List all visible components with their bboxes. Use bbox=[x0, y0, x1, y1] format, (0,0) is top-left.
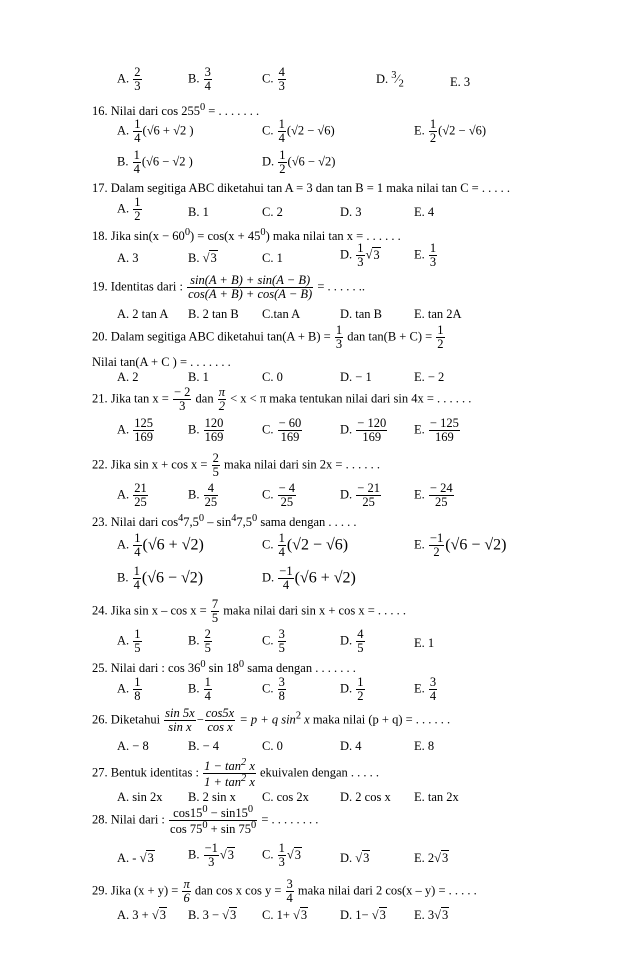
q25-option-c: C. $\frac{3}{8}$ bbox=[262, 675, 285, 704]
q19-option-b: B. 2 tan B bbox=[188, 307, 239, 321]
q27-option-b: B. 2 sin x bbox=[188, 790, 236, 804]
q18-option-b: B. √3 bbox=[188, 251, 217, 265]
top-option-e: E. 3 bbox=[450, 75, 471, 89]
q23-option-e: E. $\frac{-1}{2}$ (√6 − √2) bbox=[414, 531, 507, 560]
q29-option-b: B. 3 − √3 bbox=[188, 908, 237, 922]
q18-option-c: C. 1 bbox=[262, 251, 283, 265]
q20-option-b: B. 1 bbox=[188, 370, 209, 384]
top-option-d: D. $^3⁄_2$ bbox=[376, 70, 404, 90]
question-28: 28. Nilai dari : $\frac{\cos 15^0 - \sin 15^0}{\cos 75^0 + \sin 75^0}$ = . . . . . . . . bbox=[92, 804, 319, 837]
top-option-c: C. $\frac{4}{3}$ bbox=[262, 65, 285, 94]
q19-option-c: C.tan A bbox=[262, 307, 301, 321]
question-17: 17. Dalam segitiga ABC diketahui tan A = 3 dan tan B = 1 maka nilai tan C = . . . . . bbox=[92, 181, 510, 195]
question-27: 27. Bentuk identitas : $\frac{1 - \tan^2 x}{1 + \tan^2 x}$ ekuivalen dengan . . . . . bbox=[92, 757, 380, 790]
q18-option-d: D. $\frac{1}{3}$ √3 bbox=[340, 241, 380, 270]
q26-option-a: A. − 8 bbox=[117, 739, 149, 753]
q16-option-b: B. $\frac{1}{4}$ (√6 − √2 ) bbox=[117, 148, 193, 177]
q28-option-c: C. $\frac{1}{3}$ √3 bbox=[262, 841, 301, 870]
question-19: 19. Identitas dari : $\frac{\sin(A + B) + \sin(A - B)}{\cos(A + B) + \cos(A - B)}$ = . . . . . .. bbox=[92, 273, 366, 302]
q20-option-a: A. 2 bbox=[117, 370, 139, 384]
q19-option-e: E. tan 2A bbox=[414, 307, 462, 321]
q24-option-c: C. $\frac{3}{5}$ bbox=[262, 627, 285, 656]
q17-option-c: C. 2 bbox=[262, 205, 283, 219]
q20-option-c: C. 0 bbox=[262, 370, 283, 384]
question-23: 23. Nilai dari $\cos^47,5^0 - \sin^47,5^0$ sama dengan . . . . . bbox=[92, 513, 357, 530]
q23-option-b: B. $\frac{1}{4}$ (√6 − √2) bbox=[117, 564, 204, 593]
q21-option-a: A. $\frac{125}{169}$ bbox=[117, 416, 154, 445]
q29-option-e: E. 3√3 bbox=[414, 908, 449, 922]
question-25: 25. Nilai dari : $\cos 36^0$ $\sin 18^0$ sama dengan . . . . . . . bbox=[92, 659, 356, 676]
q16-option-c: C. $\frac{1}{4}$ (√2 − √6) bbox=[262, 117, 335, 146]
q29-option-c: C. 1+ √3 bbox=[262, 908, 308, 922]
q21-option-d: D. $\frac{- 120}{169}$ bbox=[340, 416, 387, 445]
q29-option-d: D. 1− √3 bbox=[340, 908, 386, 922]
q23-option-a: A. $\frac{1}{4}$ (√6 + √2) bbox=[117, 531, 204, 560]
q23-option-d: D. $\frac{-1}{4}$ (√6 + √2) bbox=[262, 564, 356, 593]
q23-option-c: C. $\frac{1}{4}$ (√2 − √6) bbox=[262, 531, 349, 560]
q21-option-c: C. $\frac{- 60}{169}$ bbox=[262, 416, 302, 445]
q26-option-d: D. 4 bbox=[340, 739, 362, 753]
q17-option-d: D. 3 bbox=[340, 205, 362, 219]
q24-option-d: D. $\frac{4}{5}$ bbox=[340, 627, 364, 656]
q16-option-e: E. $\frac{1}{2}$ (√2 − √6) bbox=[414, 117, 486, 146]
q25-option-b: B. $\frac{1}{4}$ bbox=[188, 675, 211, 704]
q25-option-e: E. $\frac{3}{4}$ bbox=[414, 675, 437, 704]
q28-option-a: A. - √3 bbox=[117, 851, 154, 865]
q27-option-d: D. 2 cos x bbox=[340, 790, 391, 804]
q20-option-d: D. − 1 bbox=[340, 370, 372, 384]
q24-option-e: E. 1 bbox=[414, 636, 435, 650]
question-26: 26. Diketahui $\frac{\sin 5x}{\text{sin x}}$ − $\frac{\cos 5x}{\text{cos x}}$ = p + q $\sin^2 x$ maka nilai (p + q) = . . . . . . bbox=[92, 706, 451, 735]
question-20-line-2: Nilai tan(A + C ) = . . . . . . . bbox=[92, 355, 231, 369]
q21-option-e: E. $\frac{- 125}{169}$ bbox=[414, 416, 459, 445]
q17-option-e: E. 4 bbox=[414, 205, 435, 219]
q24-option-b: B. $\frac{2}{5}$ bbox=[188, 627, 211, 656]
q27-option-e: E. tan 2x bbox=[414, 790, 459, 804]
q27-option-a: A. sin 2x bbox=[117, 790, 163, 804]
q20-option-e: E. − 2 bbox=[414, 370, 445, 384]
q16-option-a: A. $\frac{1}{4}$ (√6 + √2 ) bbox=[117, 117, 194, 146]
question-20: 20. Dalam segitiga ABC diketahui tan(A + B) = $\frac{1}{3}$ dan tan(B + C) = $\frac{1}{2}$ bbox=[92, 323, 444, 352]
question-29: 29. Jika (x + y) = $\frac{\pi}{6}$ dan cos x cos y = $\frac{3}{4}$ maka nilai dari 2 cos(x – y) = . . . . . bbox=[92, 877, 477, 906]
question-16: 16. Nilai dari $\cos 255^0$ = . . . . . . . bbox=[92, 102, 260, 119]
q22-option-d: D. $\frac{- 21}{25}$ bbox=[340, 481, 380, 510]
q27-option-c: C. cos 2x bbox=[262, 790, 309, 804]
q19-option-a: A. 2 tan A bbox=[117, 307, 169, 321]
q16-option-d: D. $\frac{1}{2}$ (√6 − √2) bbox=[262, 148, 336, 177]
q28-option-b: B. $\frac{-1}{3}$ √3 bbox=[188, 841, 235, 870]
q22-option-e: E. $\frac{- 24}{25}$ bbox=[414, 481, 453, 510]
q24-option-a: A. $\frac{1}{5}$ bbox=[117, 627, 141, 656]
q25-option-d: D. $\frac{1}{2}$ bbox=[340, 675, 364, 704]
q29-option-a: A. 3 + √3 bbox=[117, 908, 166, 922]
question-24: 24. Jika sin x – cos x = $\frac{7}{5}$ maka nilai dari sin x + cos x = . . . . . bbox=[92, 597, 407, 626]
q17-option-a: A. $\frac{1}{2}$ bbox=[117, 195, 141, 224]
q18-option-e: E. $\frac{1}{3}$ bbox=[414, 241, 437, 270]
q26-option-c: C. 0 bbox=[262, 739, 283, 753]
q22-option-c: C. $\frac{- 4}{25}$ bbox=[262, 481, 296, 510]
question-22: 22. Jika sin x + cos x = $\frac{2}{5}$ maka nilai dari sin 2x = . . . . . . bbox=[92, 451, 380, 480]
question-21: 21. Jika tan x = $\frac{- 2}{3}$ dan $\frac{\pi}{2}$ < x < π maka tentukan nilai dari sin 4x = . . . . . . bbox=[92, 385, 472, 414]
q26-option-b: B. − 4 bbox=[188, 739, 220, 753]
q28-option-d: D. √3 bbox=[340, 851, 370, 865]
top-option-a: A. $\frac{2}{3}$ bbox=[117, 65, 141, 94]
q26-option-e: E. 8 bbox=[414, 739, 435, 753]
q18-option-a: A. 3 bbox=[117, 251, 139, 265]
top-option-b: B. $\frac{3}{4}$ bbox=[188, 65, 211, 94]
q22-option-a: A. $\frac{21}{25}$ bbox=[117, 481, 147, 510]
q28-option-e: E. 2√3 bbox=[414, 851, 449, 865]
q21-option-b: B. $\frac{120}{169}$ bbox=[188, 416, 224, 445]
question-18: 18. Jika $\sin(x - 60^0) = \cos(x + 45^0)$ maka nilai tan x = . . . . . . bbox=[92, 227, 401, 244]
q17-option-b: B. 1 bbox=[188, 205, 209, 219]
q22-option-b: B. $\frac{4}{25}$ bbox=[188, 481, 218, 510]
q19-option-d: D. tan B bbox=[340, 307, 383, 321]
q25-option-a: A. $\frac{1}{8}$ bbox=[117, 675, 141, 704]
